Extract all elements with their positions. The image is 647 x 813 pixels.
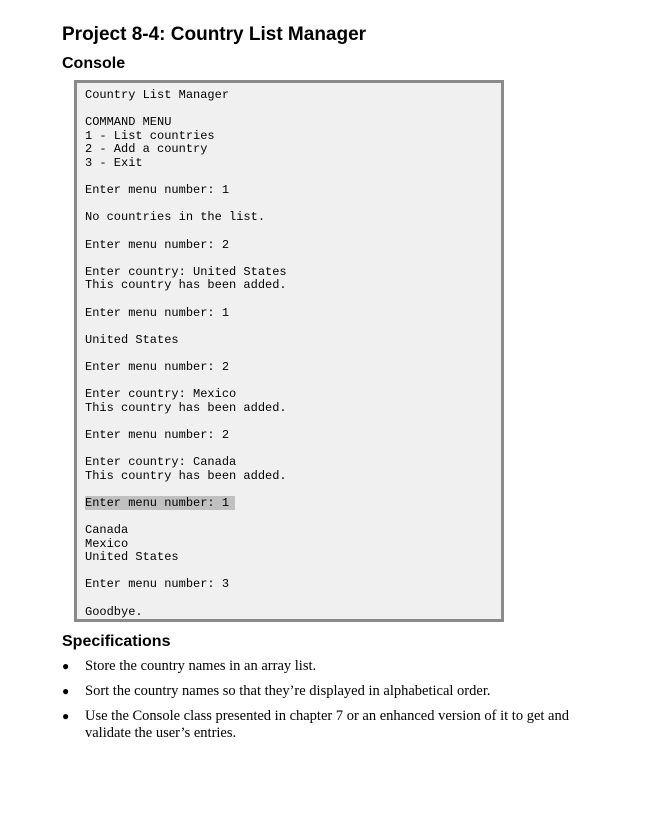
console-line bbox=[85, 347, 287, 361]
console-line: 1 - List countries bbox=[85, 128, 215, 143]
list-item bbox=[62, 683, 602, 700]
console-line: Enter menu number: 1 bbox=[85, 183, 230, 198]
console-line: Enter menu number: 2 bbox=[85, 359, 230, 374]
console-line: Enter country: Canada bbox=[85, 455, 237, 470]
console-line bbox=[85, 483, 287, 497]
console-line: Enter menu number: 3 bbox=[85, 577, 230, 592]
console-line: 3 - Exit bbox=[85, 155, 143, 170]
page-title: Project 8-4: Country List Manager bbox=[62, 24, 367, 45]
console-line bbox=[85, 103, 287, 117]
specification-text: Sort the country names so that they’re displayed in alphabetical order. bbox=[85, 683, 491, 699]
console-line bbox=[85, 415, 287, 429]
console-line bbox=[85, 171, 287, 185]
bullet-icon: ● bbox=[62, 709, 70, 723]
console-line: Country List Manager bbox=[85, 88, 230, 102]
bullet-icon: ● bbox=[62, 684, 70, 698]
console-line bbox=[85, 565, 287, 579]
console-line: Enter menu number: 1 bbox=[85, 305, 230, 320]
bullet-icon: ● bbox=[62, 659, 70, 673]
specifications-heading: Specifications bbox=[62, 633, 171, 650]
console-line: Mexico bbox=[85, 536, 129, 551]
console-line bbox=[85, 320, 287, 334]
console-line bbox=[85, 374, 287, 388]
console-output-box bbox=[74, 80, 504, 622]
specification-text: Use the Console class presented in chapter 7 or an enhanced version of it to get and validate the user’s entries. bbox=[85, 708, 569, 741]
console-line-highlighted: Enter menu number: 1 bbox=[85, 497, 287, 511]
console-line: United States bbox=[85, 332, 179, 347]
console-line bbox=[85, 510, 287, 524]
console-line: No countries in the list. bbox=[85, 210, 266, 225]
list-item bbox=[62, 658, 602, 675]
console-line bbox=[85, 252, 287, 266]
console-line: 2 - Add a country bbox=[85, 142, 208, 157]
console-line: Enter country: United States bbox=[85, 264, 287, 279]
console-line: This country has been added. bbox=[85, 400, 287, 415]
console-line bbox=[85, 442, 287, 456]
console-line: This country has been added. bbox=[85, 278, 287, 293]
console-line: Goodbye. bbox=[85, 604, 143, 619]
console-line: COMMAND MENU bbox=[85, 115, 172, 130]
console-line bbox=[85, 592, 287, 606]
console-line bbox=[85, 293, 287, 307]
console-line: Canada bbox=[85, 523, 129, 537]
console-line: Enter country: Mexico bbox=[85, 387, 237, 402]
console-line: Enter menu number: 2 bbox=[85, 427, 230, 442]
console-line: This country has been added. bbox=[85, 468, 287, 483]
console-heading: Console bbox=[62, 55, 126, 72]
console-lines bbox=[85, 89, 287, 619]
console-line: United States bbox=[85, 550, 179, 565]
console-line bbox=[85, 198, 287, 212]
list-item bbox=[62, 708, 602, 742]
console-line: Enter menu number: 2 bbox=[85, 237, 230, 252]
specifications-list bbox=[62, 658, 602, 750]
specification-text: Store the country names in an array list. bbox=[85, 658, 317, 674]
console-line bbox=[85, 225, 287, 239]
